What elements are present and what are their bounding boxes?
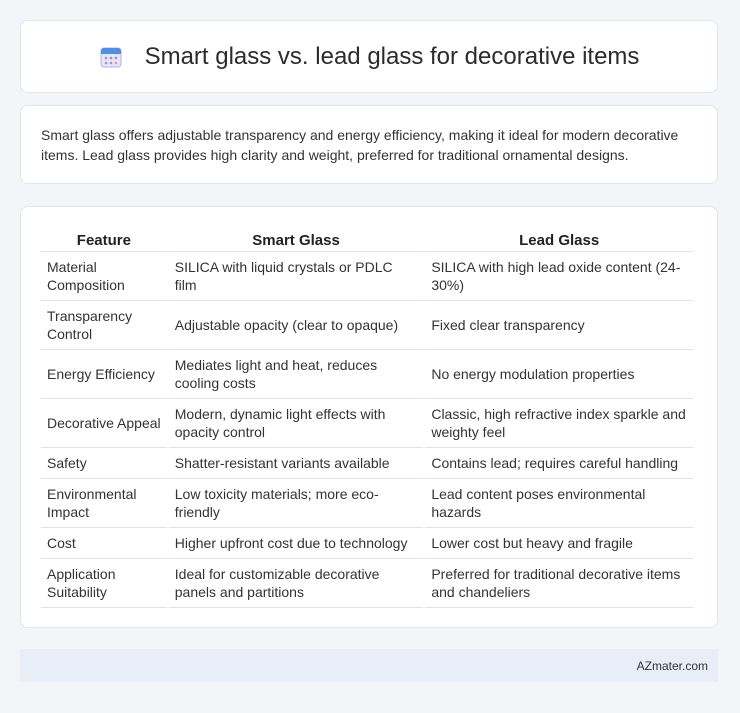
lead-glass-cell: SILICA with high lead oxide content (24-30%) (425, 252, 693, 301)
smart-glass-cell: Adjustable opacity (clear to opaque) (169, 301, 424, 350)
feature-cell: Cost (41, 528, 167, 559)
header-feature: Feature (41, 227, 167, 252)
feature-cell: Safety (41, 448, 167, 479)
lead-glass-cell: Lower cost but heavy and fragile (425, 528, 693, 559)
header-smart-glass: Smart Glass (169, 227, 424, 252)
title-card (20, 20, 718, 93)
feature-cell: Application Suitability (41, 559, 167, 608)
footer-brand: AZmater.com (636, 658, 708, 673)
table-row (41, 301, 693, 350)
lead-glass-cell: No energy modulation properties (425, 350, 693, 399)
feature-cell: Environmental Impact (41, 479, 167, 528)
table-row (41, 559, 693, 608)
header-lead-glass: Lead Glass (425, 227, 693, 252)
smart-glass-cell: Ideal for customizable decorative panels and partitions (169, 559, 424, 608)
comparison-table (39, 227, 695, 608)
smart-glass-cell: Modern, dynamic light effects with opacity control (169, 399, 424, 448)
lead-glass-cell: Lead content poses environmental hazards (425, 479, 693, 528)
table-row (41, 350, 693, 399)
smart-glass-cell: Higher upfront cost due to technology (169, 528, 424, 559)
table-header-row (41, 227, 693, 252)
calendar-icon (99, 45, 123, 69)
lead-glass-cell: Contains lead; requires careful handling (425, 448, 693, 479)
table-row (41, 399, 693, 448)
lead-glass-cell: Preferred for traditional decorative items and chandeliers (425, 559, 693, 608)
smart-glass-cell: Shatter-resistant variants available (169, 448, 424, 479)
feature-cell: Energy Efficiency (41, 350, 167, 399)
table-row (41, 479, 693, 528)
smart-glass-cell: SILICA with liquid crystals or PDLC film (169, 252, 424, 301)
feature-cell: Decorative Appeal (41, 399, 167, 448)
lead-glass-cell: Fixed clear transparency (425, 301, 693, 350)
table-row (41, 448, 693, 479)
comparison-table-card (20, 206, 718, 628)
footer-bar (20, 649, 718, 682)
feature-cell: Transparency Control (41, 301, 167, 350)
feature-cell: Material Composition (41, 252, 167, 301)
page-title: Smart glass vs. lead glass for decorative items (144, 42, 640, 70)
smart-glass-cell: Mediates light and heat, reduces cooling costs (169, 350, 424, 399)
summary-text: Smart glass offers adjustable transparency and energy efficiency, making it ideal for modern decorative items. Lead glass provides high clarity and weight, preferred for traditional ornamental designs. (41, 127, 679, 163)
smart-glass-cell: Low toxicity materials; more eco-friendly (169, 479, 424, 528)
summary-card (20, 105, 718, 184)
table-row (41, 528, 693, 559)
lead-glass-cell: Classic, high refractive index sparkle and weighty feel (425, 399, 693, 448)
table-row (41, 252, 693, 301)
